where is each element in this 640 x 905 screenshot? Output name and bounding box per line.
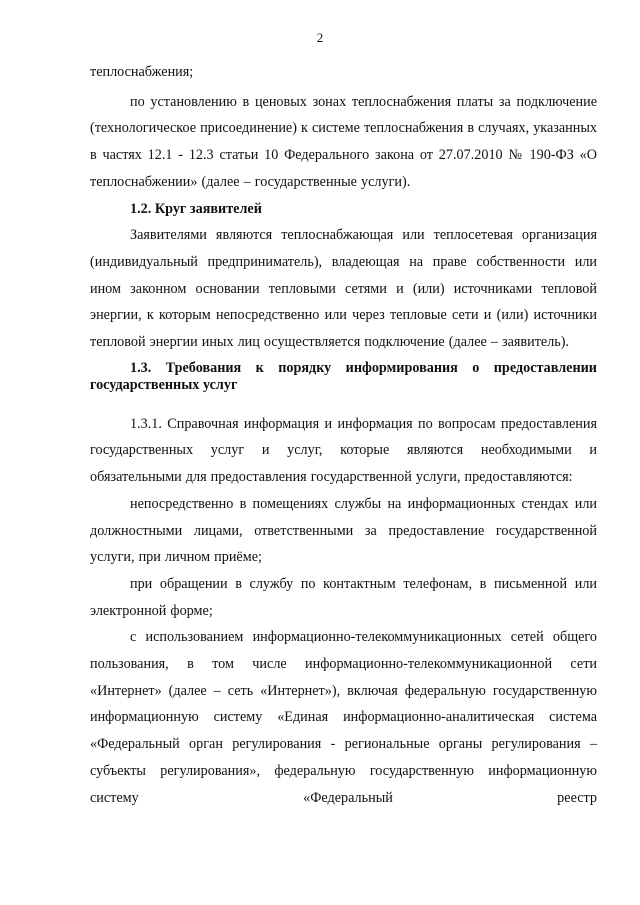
page-number: 2 — [316, 30, 324, 45]
paragraph-in-premises: непосредственно в помещениях службы на информационных стендах или должностными лицами, ответственными за предоставление государственной услуги, при личном приёме; — [90, 495, 597, 566]
paragraph-using-networks: с использованием информационно-телекоммуникационных сетей общего пользования, в том числе информационно-телекоммуникационной сети «Интернет» (далее – сеть «Интернет»), включая федеральную государственную информационную систему «Единая информационно-аналитическая система «Федеральный орган регулирования - региональные органы регулирования – субъекты регулирования», федеральную государственную информационную систему «Федеральный реестр — [90, 629, 597, 806]
paragraph-continuation: теплоснабжения; — [90, 64, 194, 80]
paragraph-by-phone: при обращении в службу по контактным телефонам, в письменной или электронной форме; — [90, 575, 597, 619]
section-heading-information-requirements: 1.3. Требования к порядку информирования о предоставлении государственных услуг — [90, 359, 597, 393]
paragraph-reference-information: 1.3.1. Справочная информация и информация по вопросам предоставления государственных услуг и услуг, которые являются необходимыми и обязательными для предоставления государственной услуги, предоставляются: — [90, 415, 597, 486]
paragraph-applicants: Заявителями являются теплоснабжающая или теплосетевая организация (индивидуальный предприниматель), владеющая на праве собственности или ином законном основании тепловыми сетями и (или) источниками тепловой энергии, к которым непосредственно или через тепловые сети и (или) источники тепловой энергии иных лиц осуществляется подключение (далее – заявитель). — [90, 227, 597, 351]
section-heading-applicants: 1.2. Круг заявителей — [130, 200, 262, 217]
document-body — [90, 59, 597, 811]
paragraph-payment-connection: по установлению в ценовых зонах теплоснабжения платы за подключение (технологическое присоединение) к системе теплоснабжения в случаях, указанных в частях 12.1 - 12.3 статьи 10 Федерального закона от 27.07.2010 № 190-ФЗ «О теплоснабжении» (далее – государственные услуги). — [90, 93, 597, 190]
